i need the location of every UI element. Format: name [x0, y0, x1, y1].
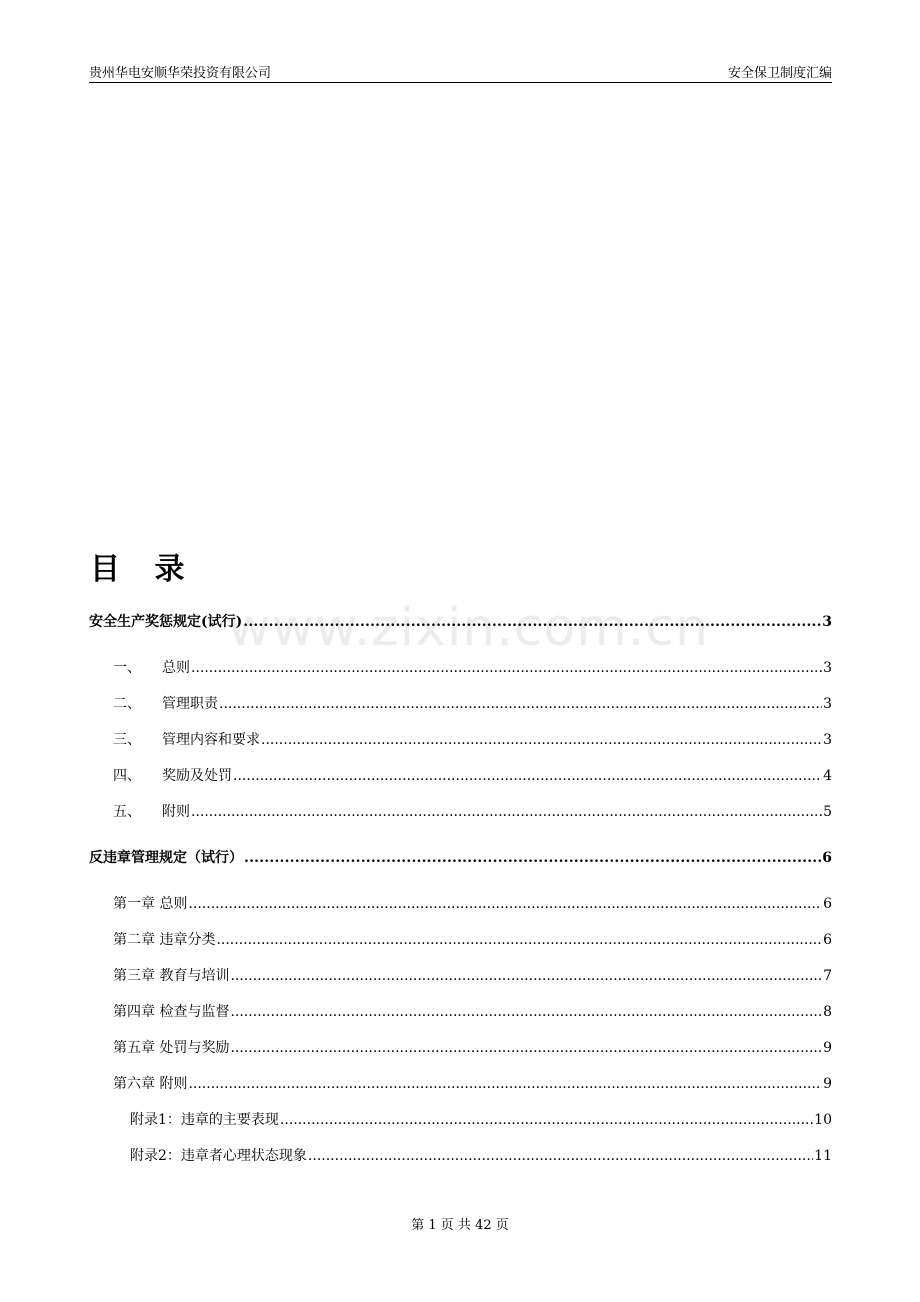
- toc-page-number: 9: [823, 1076, 832, 1092]
- toc-dot-leader: [219, 694, 822, 714]
- toc-entry-label: 附则: [162, 804, 190, 820]
- toc-page-number: 6: [823, 932, 832, 948]
- toc-entry-number: 一、: [113, 660, 141, 676]
- toc-page-number: 3: [823, 660, 832, 676]
- toc-dot-leader: [188, 894, 822, 914]
- toc-entry[interactable]: [113, 658, 832, 678]
- toc-entry-label: 附录2：违章者心理状态现象: [130, 1148, 307, 1164]
- toc-dot-leader: [233, 766, 822, 786]
- toc-page-number: 5: [823, 804, 832, 820]
- toc-entry-label: 反违章管理规定（试行）: [89, 850, 243, 866]
- toc-page-number: 10: [814, 1112, 832, 1128]
- toc-page-number: 11: [814, 1148, 832, 1164]
- toc-dot-leader: [230, 1038, 822, 1058]
- toc-entry-label: 安全生产奖惩规定(试行): [89, 614, 243, 630]
- toc-page-number: 3: [823, 696, 832, 712]
- toc-entry[interactable]: [113, 730, 832, 750]
- toc-dot-leader: [244, 848, 821, 868]
- toc-entry-label: 第二章 违章分类: [113, 932, 216, 948]
- toc-dot-leader: [308, 1146, 813, 1166]
- toc-entry[interactable]: [113, 966, 832, 986]
- page-header: [89, 66, 832, 83]
- toc-entry-label: 管理职责: [162, 696, 218, 712]
- toc-dot-leader: [191, 658, 822, 678]
- toc-entry-label: 附录1：违章的主要表现: [130, 1112, 279, 1128]
- toc-entry[interactable]: [113, 894, 832, 914]
- toc-entry-label: 第五章 处罚与奖励: [113, 1040, 230, 1056]
- header-company-name: 贵州华电安顺华荣投资有限公司: [89, 66, 272, 81]
- toc-entry-label: 第一章 总则: [113, 896, 188, 912]
- toc-entry-label: 第三章 教育与培训: [113, 968, 230, 984]
- toc-dot-leader: [261, 730, 822, 750]
- toc-entry-number: 三、: [113, 732, 141, 748]
- page-footer: 第 1 页 共 42 页: [411, 1218, 509, 1233]
- toc-dot-leader: [230, 966, 822, 986]
- toc-entry[interactable]: [113, 1074, 832, 1094]
- toc-entry[interactable]: [113, 766, 832, 786]
- toc-page-number: 7: [823, 968, 832, 984]
- toc-page-number: 6: [823, 896, 832, 912]
- toc-page-number: 8: [823, 1004, 832, 1020]
- toc-entry-label: 第六章 附则: [113, 1076, 188, 1092]
- toc-dot-leader: [216, 930, 822, 950]
- toc-section-entry[interactable]: [89, 612, 832, 632]
- toc-dot-leader: [230, 1002, 822, 1022]
- toc-page-number: 3: [823, 732, 832, 748]
- toc-entry-label: 奖励及处罚: [162, 768, 232, 784]
- watermark: www.zixin.com.cn: [228, 598, 709, 658]
- toc-entry-number: 五、: [113, 804, 141, 820]
- toc-page-number: 9: [823, 1040, 832, 1056]
- toc-entry-label: 总则: [162, 660, 190, 676]
- toc-entry-label: 第四章 检查与监督: [113, 1004, 230, 1020]
- toc-entry[interactable]: [113, 802, 832, 822]
- toc-dot-leader: [243, 612, 821, 632]
- toc-section-entry[interactable]: [89, 848, 832, 868]
- toc-dot-leader: [188, 1074, 822, 1094]
- toc-entry-number: 二、: [113, 696, 141, 712]
- toc-dot-leader: [280, 1110, 813, 1130]
- toc-title: 目 录: [90, 552, 197, 587]
- toc-entry[interactable]: [113, 1038, 832, 1058]
- toc-entry[interactable]: [130, 1146, 832, 1166]
- toc-page-number: 4: [823, 768, 832, 784]
- toc-page-number: 3: [822, 614, 832, 630]
- toc-entry[interactable]: [113, 694, 832, 714]
- header-document-title: 安全保卫制度汇编: [727, 66, 832, 81]
- toc-entry[interactable]: [113, 1002, 832, 1022]
- toc-dot-leader: [191, 802, 822, 822]
- toc-page-number: 6: [822, 850, 832, 866]
- toc-entry[interactable]: [113, 930, 832, 950]
- toc-entry-label: 管理内容和要求: [162, 732, 260, 748]
- toc-entry[interactable]: [130, 1110, 832, 1130]
- toc-entry-number: 四、: [113, 768, 141, 784]
